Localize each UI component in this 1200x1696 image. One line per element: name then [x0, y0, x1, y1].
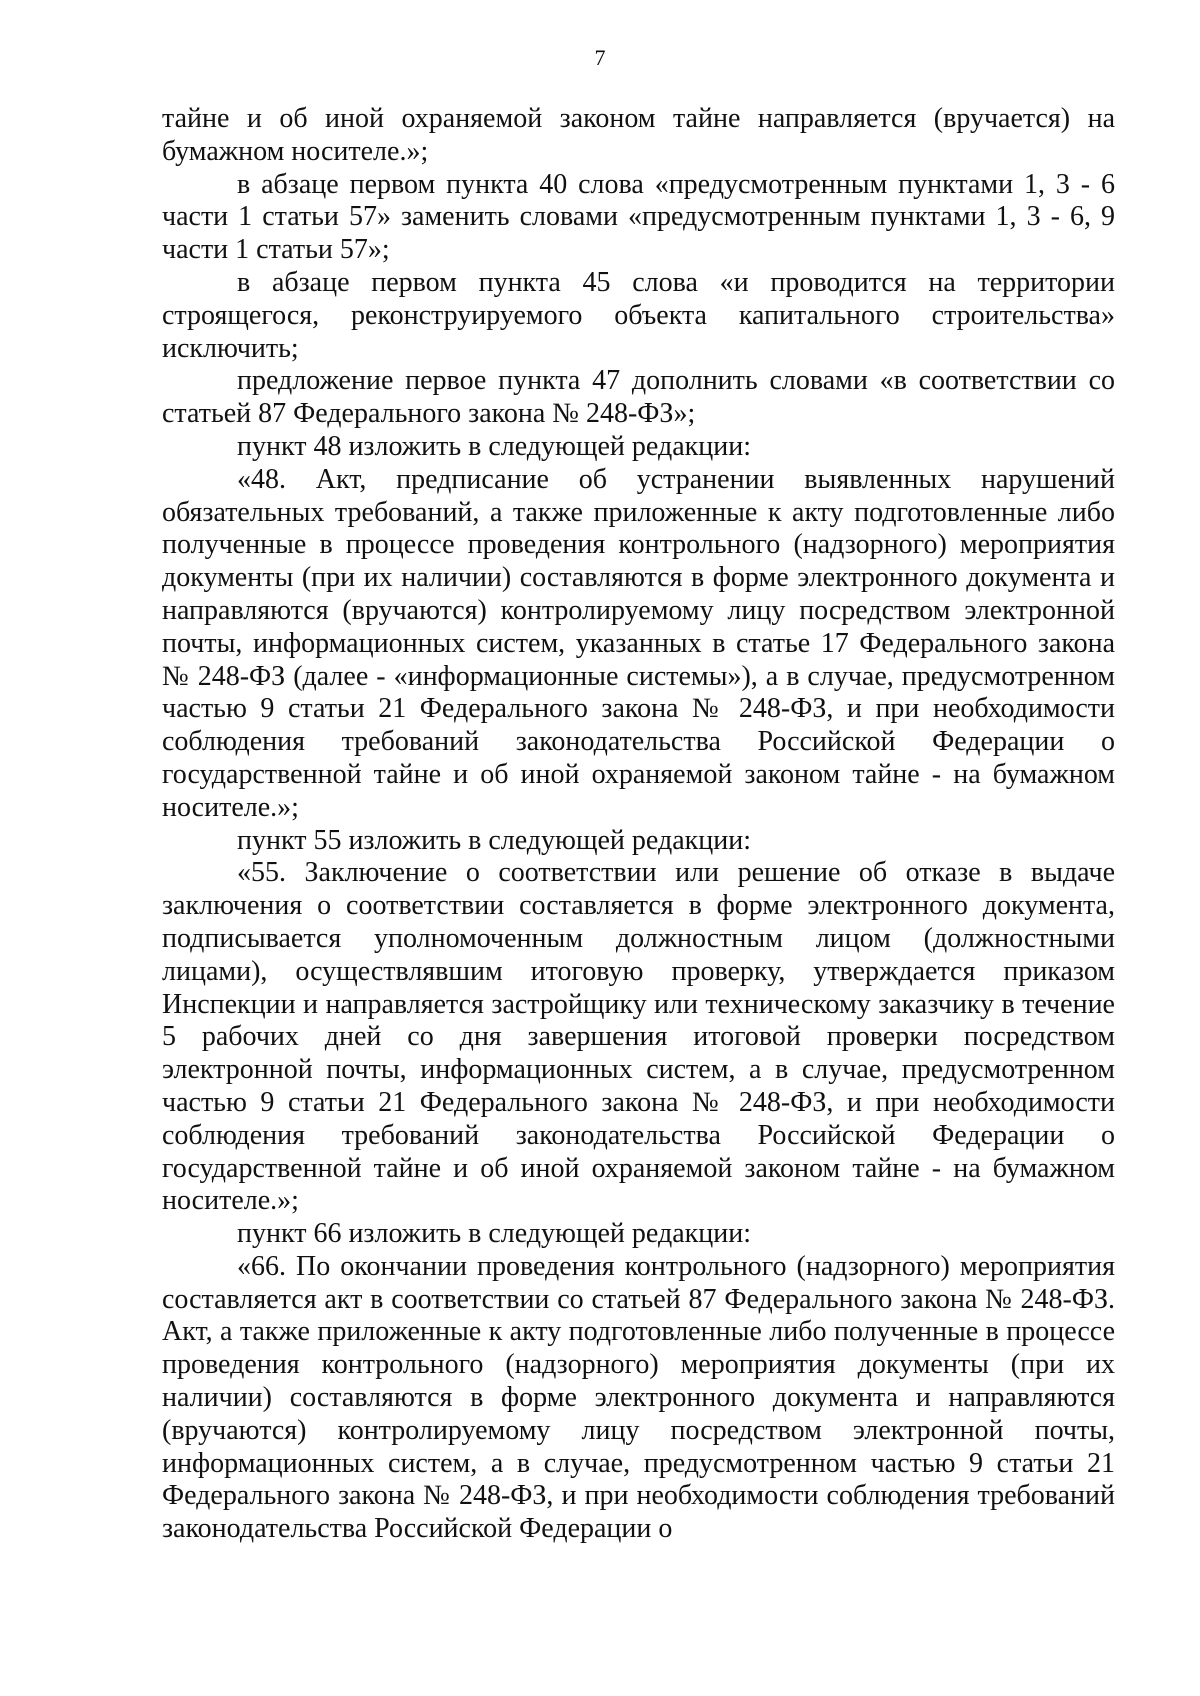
- paragraph-item-45: в абзаце первом пункта 45 слова «и проводится на территории строящегося, реконструируемого объекта капитального строительства» исключить;: [162, 266, 1115, 364]
- paragraph-item-40: в абзаце первом пункта 40 слова «предусмотренным пунктами 1, 3 - 6 части 1 статьи 57» заменить словами «предусмотренным пунктами 1, 3 - 6, 9 части 1 статьи 57»;: [162, 168, 1115, 266]
- paragraph-item-66-text: «66. По окончании проведения контрольного (надзорного) мероприятия составляется акт в соответствии со статьей 87 Федерального закона № 248-ФЗ. Акт, а также приложенные к акту подготовленные либо полученные в процессе проведения контрольного (надзорного) мероприятия документы (при их наличии) составляются в форме электронного документа и направляются (вручаются) контролируемому лицу посредством электронной почты, информационных систем, а в случае, предусмотренном частью 9 статьи 21 Федерального закона № 248-ФЗ, и при необходимости соблюдения требований законодательства Российской Федерации о: [162, 1250, 1115, 1545]
- page-number: 7: [594, 45, 606, 70]
- paragraph-item-66-intro: пункт 66 изложить в следующей редакции:: [237, 1218, 751, 1250]
- paragraph-continuation: тайне и об иной охраняемой законом тайне направляется (вручается) на бумажном носителе.»;: [162, 103, 1115, 167]
- paragraph-item-48-intro: пункт 48 изложить в следующей редакции:: [237, 430, 751, 462]
- paragraph-item-55-intro: пункт 55 изложить в следующей редакции:: [237, 824, 751, 856]
- document-body: [162, 103, 1115, 1546]
- paragraph-item-47: предложение первое пункта 47 дополнить словами «в соответствии со статьей 87 Федерального закона № 248-ФЗ»;: [162, 365, 1115, 430]
- paragraph-item-55-text: «55. Заключение о соответствии или решение об отказе в выдаче заключения о соответствии составляется в форме электронного документа, подписывается уполномоченным должностным лицом (должностными лицами), осуществлявшим итоговую проверку, утверждается приказом Инспекции и направляется застройщику или техническому заказчику в течение 5 рабочих дней со дня завершения итоговой проверки посредством электронной почты, информационных систем, а в случае, предусмотренном частью 9 статьи 21 Федерального закона № 248-ФЗ, и при необходимости соблюдения требований законодательства Российской Федерации о государственной тайне и об иной охраняемой законом тайне - на бумажном носителе.»;: [162, 857, 1115, 1217]
- paragraph-item-48-text: «48. Акт, предписание об устранении выявленных нарушений обязательных требований, а также приложенные к акту подготовленные либо полученные в процессе проведения контрольного (надзорного) мероприятия документы (при их наличии) составляются в форме электронного документа и направляются (вручаются) контролируемому лицу посредством электронной почты, информационных систем, указанных в статье 17 Федерального закона № 248-ФЗ (далее - «информационные системы»), а в случае, предусмотренном частью 9 статьи 21 Федерального закона № 248-ФЗ, и при необходимости соблюдения требований законодательства Российской Федерации о государственной тайне и об иной охраняемой законом тайне - на бумажном носителе.»;: [162, 463, 1115, 823]
